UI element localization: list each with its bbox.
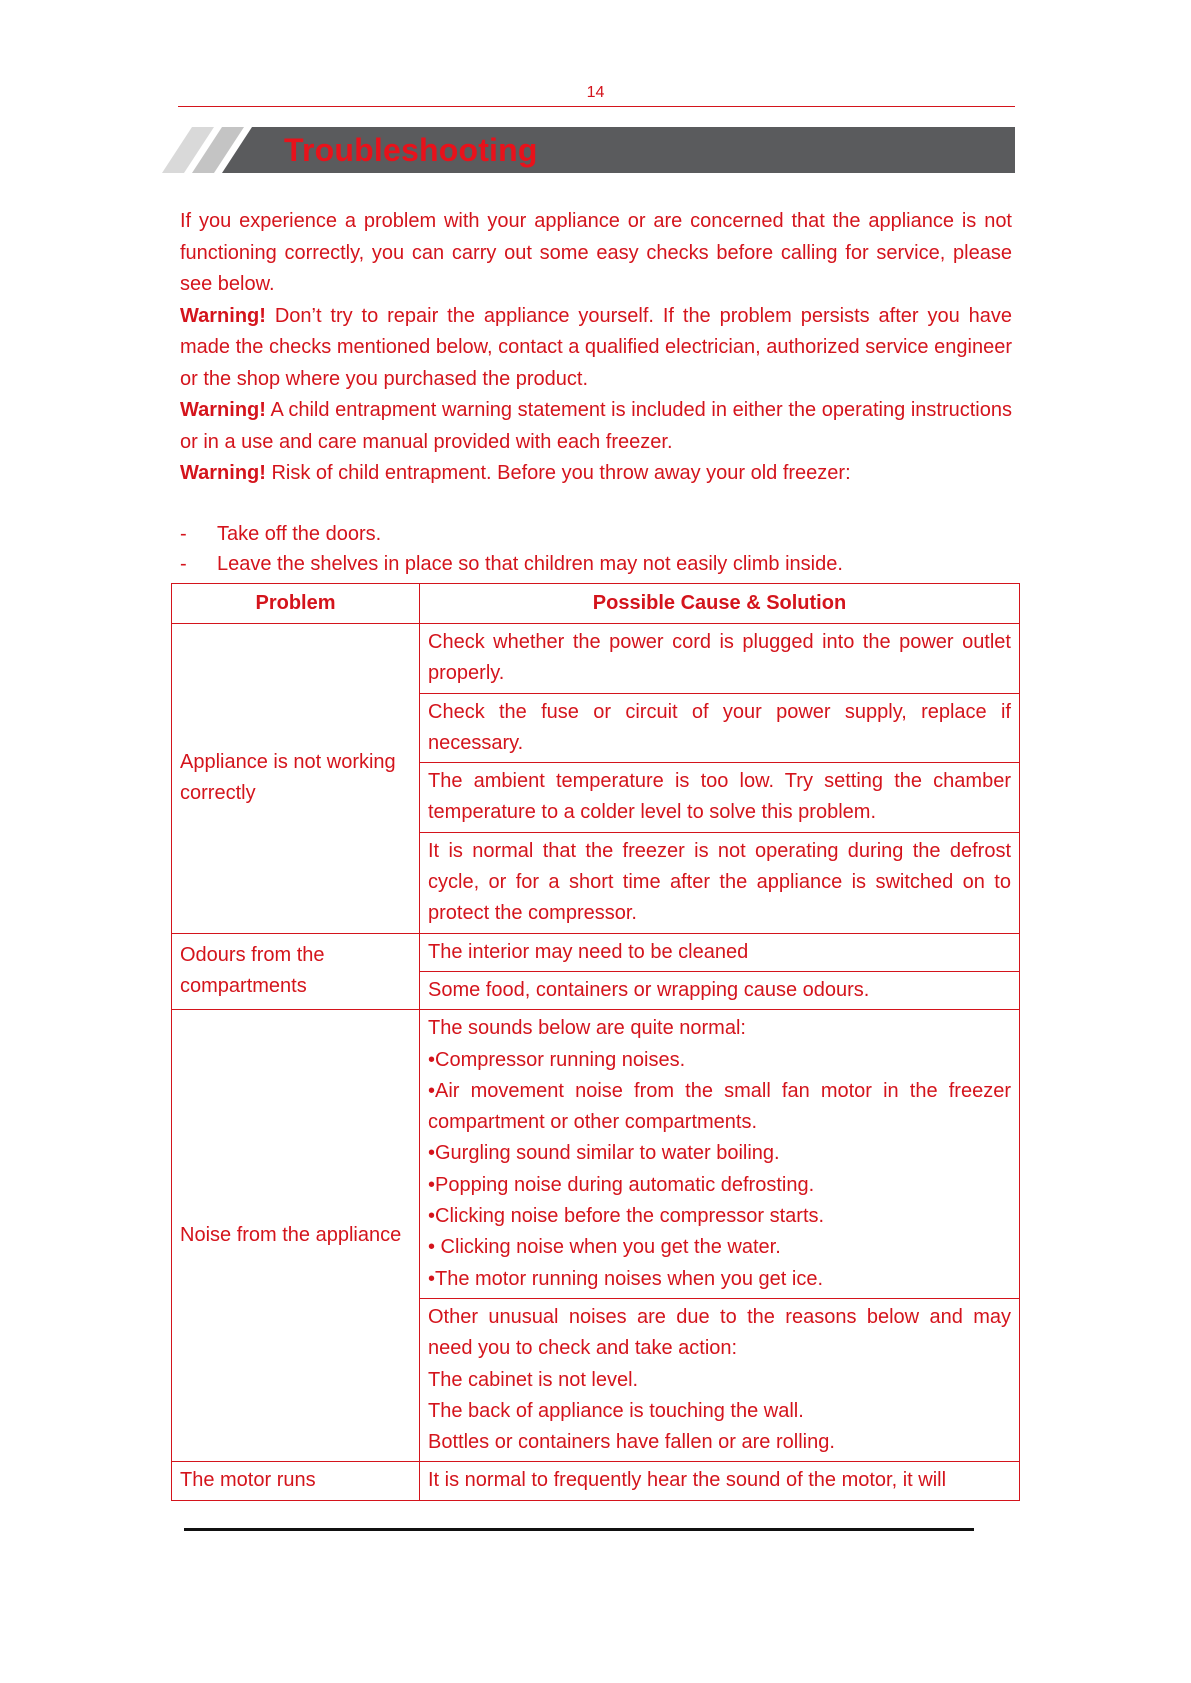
problem-cell: Noise from the appliance [172,1010,420,1462]
warning-paragraph-1: Warning! Don’t try to repair the appliance yourself. If the problem persists after you have made the checks mentioned below, contact a qualified electrician, authorized service engineer or the shop where you purchased the product. [180,304,1012,390]
problem-cell: Odours from the compartments [172,933,420,1010]
header-rule [178,106,1015,107]
intro-paragraph: If you experience a problem with your appliance or are concerned that the appliance is not functioning correctly, you can carry out some easy checks before calling for service, please see below. [180,210,1012,295]
cause-cell: Check whether the power cord is plugged into the power outlet properly. [420,624,1020,694]
troubleshooting-table [171,583,1020,1501]
header-problem: Problem [172,584,420,624]
table-row [172,624,1020,694]
intro-text [180,206,1012,579]
page-number: 14 [586,84,605,101]
warning-paragraph-2: Warning! A child entrapment warning statement is included in either the operating instructions or in a use and care manual provided with each freezer. [180,399,1012,453]
cause-cell: It is normal that the freezer is not operating during the defrost cycle, or for a short time after the appliance is switched on to protect the compressor. [420,832,1020,933]
table-row [172,1010,1020,1299]
warning-label: Warning! [180,462,266,484]
section-banner [162,127,1015,173]
header-cause: Possible Cause & Solution [420,584,1020,624]
cause-cell: Some food, containers or wrapping cause odours. [420,971,1020,1009]
warning-label: Warning! [180,304,266,327]
problem-cell: Appliance is not working correctly [172,624,420,934]
warning-paragraph-3: Warning! Risk of child entrapment. Before you throw away your old freezer: [180,462,851,484]
table-row [172,1462,1020,1500]
cause-cell: It is normal to frequently hear the sound of the motor, it will [420,1462,1020,1500]
list-item: - Leave the shelves in place so that children may not easily climb inside. [180,552,843,575]
cause-cell: Other unusual noises are due to the reasons below and may need you to check and take action: The cabinet is not level. The back of appliance is touching the wall. Bottles or containers have fallen or are rolling. [420,1298,1020,1461]
table-row [172,933,1020,971]
cause-cell: The sounds below are quite normal: •Compressor running noises. •Air movement noise from the small fan motor in the freezer compartment or other compartments. •Gurgling sound similar to water boiling. •Popping noise during automatic defrosting. •Clicking noise before the compressor starts. • Clicking noise when you get the water. •The motor running noises when you get ice. [420,1010,1020,1299]
footer-rule [184,1528,974,1531]
table-header-row [172,584,1020,624]
problem-cell: The motor runs [172,1462,420,1500]
precaution-list [180,519,1012,579]
cause-cell: The ambient temperature is too low. Try setting the chamber temperature to a colder level to solve this problem. [420,763,1020,833]
section-title: Troubleshooting [284,132,538,168]
cause-cell: The interior may need to be cleaned [420,933,1020,971]
cause-cell: Check the fuse or circuit of your power supply, replace if necessary. [420,693,1020,763]
warning-label: Warning! [180,399,266,421]
list-item: - Take off the doors. [180,522,382,545]
